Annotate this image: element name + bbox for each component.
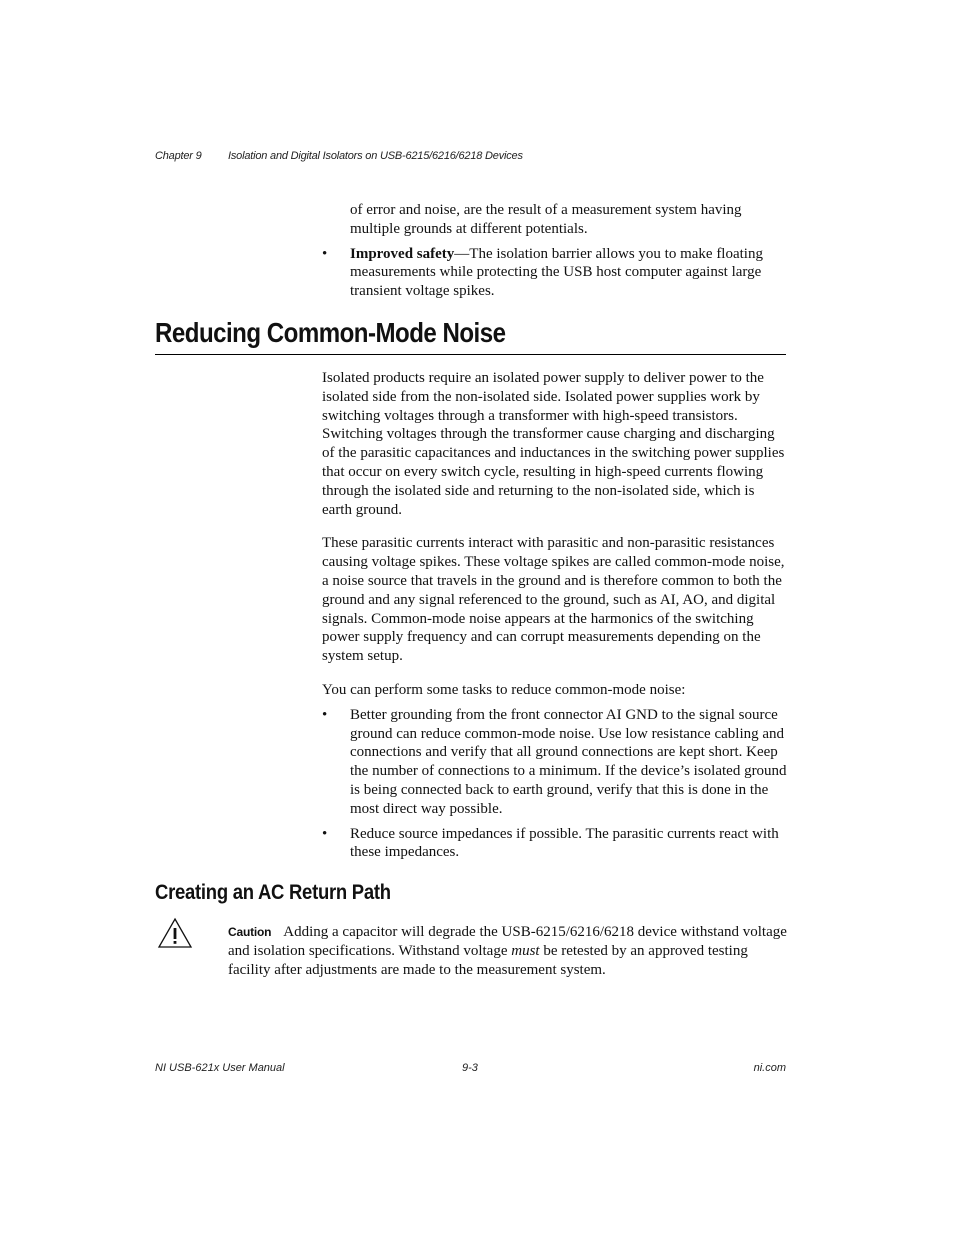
page-footer	[155, 1062, 786, 1078]
list-item	[322, 825, 788, 863]
bullet-bold-term: Improved safety	[350, 245, 455, 262]
caution-note	[228, 923, 788, 979]
footer-website-link[interactable]: ni.com	[753, 1062, 786, 1074]
bullet-dot: •	[322, 825, 328, 842]
caution-text-before: Adding a capacitor will degrade the USB-6215/6216/6218 device withstand voltage and isolation specifications. Withstand voltage	[228, 924, 787, 959]
intro-block	[322, 201, 788, 301]
section-body	[322, 369, 788, 862]
footer-manual-title: NI USB-621x User Manual	[155, 1062, 285, 1074]
bullet-dot: •	[322, 245, 328, 262]
footer-page-number: 9-3	[462, 1062, 478, 1074]
bullet-dot: •	[322, 706, 328, 723]
bullet-improved-safety	[322, 245, 788, 301]
caution-text-after: be retested by an approved testing facility after adjustments are made to the measurement system.	[228, 942, 748, 978]
subsection-heading: Creating an AC Return Path	[155, 881, 391, 904]
list-item	[322, 706, 788, 819]
chapter-title: Isolation and Digital Isolators on USB-6215/6216/6218 Devices	[228, 150, 523, 162]
warning-triangle-icon	[157, 917, 193, 949]
section-heading: Reducing Common-Mode Noise	[155, 316, 786, 355]
continued-paragraph: of error and noise, are the result of a measurement system having multiple grounds at different potentials.	[350, 202, 742, 237]
chapter-number: Chapter 9	[155, 150, 202, 162]
bullet-text: Better grounding from the front connector AI GND to the signal source ground can reduce common-mode noise. Use low resistance cabling and connections and verify that all ground connections are kept short. Keep the number of connections to a minimum. If the device’s isolated ground is being connected back to earth ground, verify that this is done in the most direct way possible.	[350, 706, 787, 817]
paragraph-2: These parasitic currents interact with parasitic and non-parasitic resistances causing voltage spikes. These voltage spikes are called common-mode noise, a noise source that travels in the ground and is therefore common to both the ground and any signal referenced to the ground, such as AI, AO, and digital signals. Common-mode noise appears at the harmonics of the switching power supply frequency and can corrupt measurements depending on the system setup.	[322, 535, 785, 665]
caution-emphasis: must	[511, 942, 540, 959]
paragraph-3: You can perform some tasks to reduce common-mode noise:	[322, 681, 686, 698]
bullet-text: Reduce source impedances if possible. The parasitic currents react with these impedances.	[350, 825, 779, 861]
bullet-text: —The isolation barrier allows you to make floating measurements while protecting the USB host computer against large transient voltage spikes.	[350, 245, 763, 300]
running-header	[155, 150, 523, 162]
caution-label: Caution	[228, 925, 272, 939]
paragraph-1: Isolated products require an isolated power supply to deliver power to the isolated side from the non-isolated side. Isolated power supplies work by switching voltages through a transformer with high-speed transistors. Switching voltages through the transformer cause charging and discharging of the parasitic capacitances and inductances in the switching power supplies that occur on every switch cycle, resulting in high-speed currents flowing through the isolated side and returning to the non-isolated side, which is earth ground.	[322, 370, 785, 518]
